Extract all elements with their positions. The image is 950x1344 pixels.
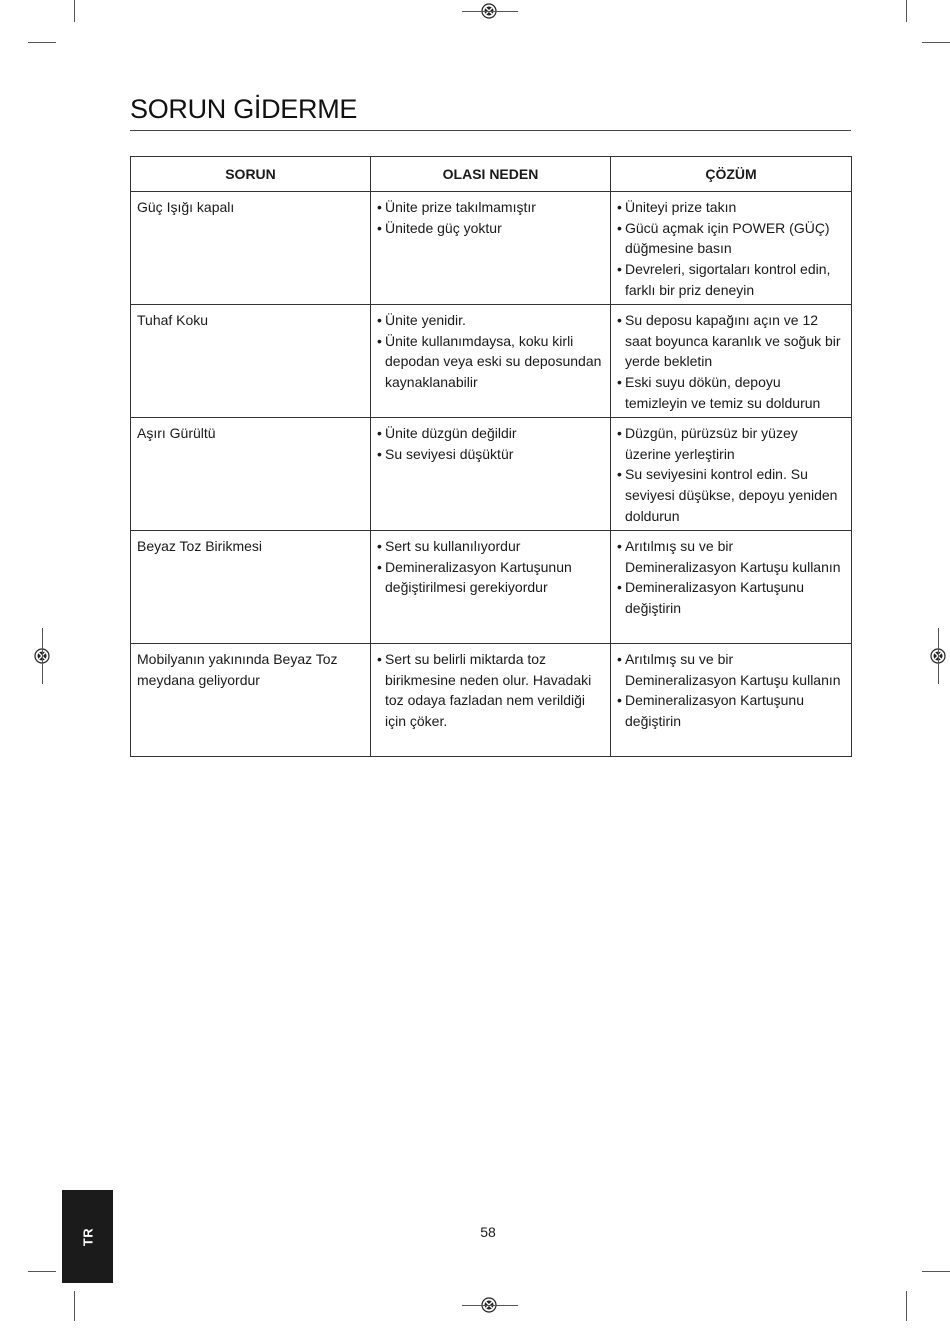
cause-item: • Ünite düzgün değildir [377,423,605,444]
problem-cell: Güç Işığı kapalı [131,192,371,305]
cause-item: • Demineralizasyon Kartuşunun değiştirilmesi gerekiyordur [377,557,605,598]
language-code: TR [80,1227,95,1246]
table-row [131,531,852,644]
solution-item: • Su seviyesini kontrol edin. Su seviyesi düşükse, depoyu yeniden doldurun [617,464,846,526]
solution-cell [611,644,852,757]
language-tab [62,1190,113,1283]
troubleshooting-table [130,156,852,757]
solution-cell [611,418,852,531]
solution-cell [611,531,852,644]
problem-cell: Beyaz Toz Birikmesi [131,531,371,644]
crop-mark [938,628,939,684]
problem-cell: Aşırı Gürültü [131,418,371,531]
solution-item: • Eski suyu dökün, depoyu temizleyin ve temiz su doldurun [617,372,846,413]
solution-item: • Demineralizasyon Kartuşunu değiştirin [617,690,846,731]
title-divider [130,130,851,131]
table-row [131,192,852,305]
column-header-problem: SORUN [131,157,371,192]
page-number: 58 [480,1224,496,1240]
cause-cell [371,305,611,418]
solution-item: • Su deposu kapağını açın ve 12 saat boyunca karanlık ve soğuk bir yerde bekletin [617,310,846,372]
column-header-solution: ÇÖZÜM [611,157,852,192]
solution-item: • Devreleri, sigortaları kontrol edin, farklı bir priz deneyin [617,259,846,300]
crop-mark [28,1271,56,1272]
cause-item: • Su seviyesi düşüktür [377,444,605,465]
cause-item: • Ünite yenidir. [377,310,605,331]
table-row [131,418,852,531]
crop-mark [28,42,56,43]
crop-mark [74,0,75,22]
cause-cell [371,644,611,757]
table-row [131,305,852,418]
table-header-row [131,157,852,192]
cause-item: • Ünitede güç yoktur [377,218,605,239]
crop-mark [462,1305,518,1306]
solution-item: • Arıtılmış su ve bir Demineralizasyon Kartuşu kullanın [617,536,846,577]
cause-cell [371,531,611,644]
crop-mark [906,1291,907,1321]
solution-item: • Demineralizasyon Kartuşunu değiştirin [617,577,846,618]
cause-item: • Sert su kullanılıyordur [377,536,605,557]
page-title: SORUN GİDERME [130,94,358,124]
solution-item: • Arıtılmış su ve bir Demineralizasyon Kartuşu kullanın [617,649,846,690]
solution-item: • Düzgün, pürüzsüz bir yüzey üzerine yerleştirin [617,423,846,464]
solution-cell [611,192,852,305]
crop-mark [462,11,518,12]
solution-item: • Üniteyi prize takın [617,197,846,218]
crop-mark [922,42,950,43]
cause-item: • Ünite prize takılmamıştır [377,197,605,218]
crop-mark [922,1271,950,1272]
solution-cell [611,305,852,418]
crop-mark [74,1291,75,1321]
problem-cell: Mobilyanın yakınında Beyaz Toz meydana geliyordur [131,644,371,757]
problem-cell: Tuhaf Koku [131,305,371,418]
table-row [131,644,852,757]
cause-item: • Sert su belirli miktarda toz birikmesine neden olur. Havadaki toz odaya fazladan nem verildiği için çöker. [377,649,605,732]
solution-item: • Gücü açmak için POWER (GÜÇ) düğmesine basın [617,218,846,259]
column-header-cause: OLASI NEDEN [371,157,611,192]
cause-item: • Ünite kullanımdaysa, koku kirli depodan veya eski su deposundan kaynaklanabilir [377,331,605,393]
crop-mark [906,0,907,22]
crop-mark [42,628,43,684]
cause-cell [371,192,611,305]
cause-cell [371,418,611,531]
